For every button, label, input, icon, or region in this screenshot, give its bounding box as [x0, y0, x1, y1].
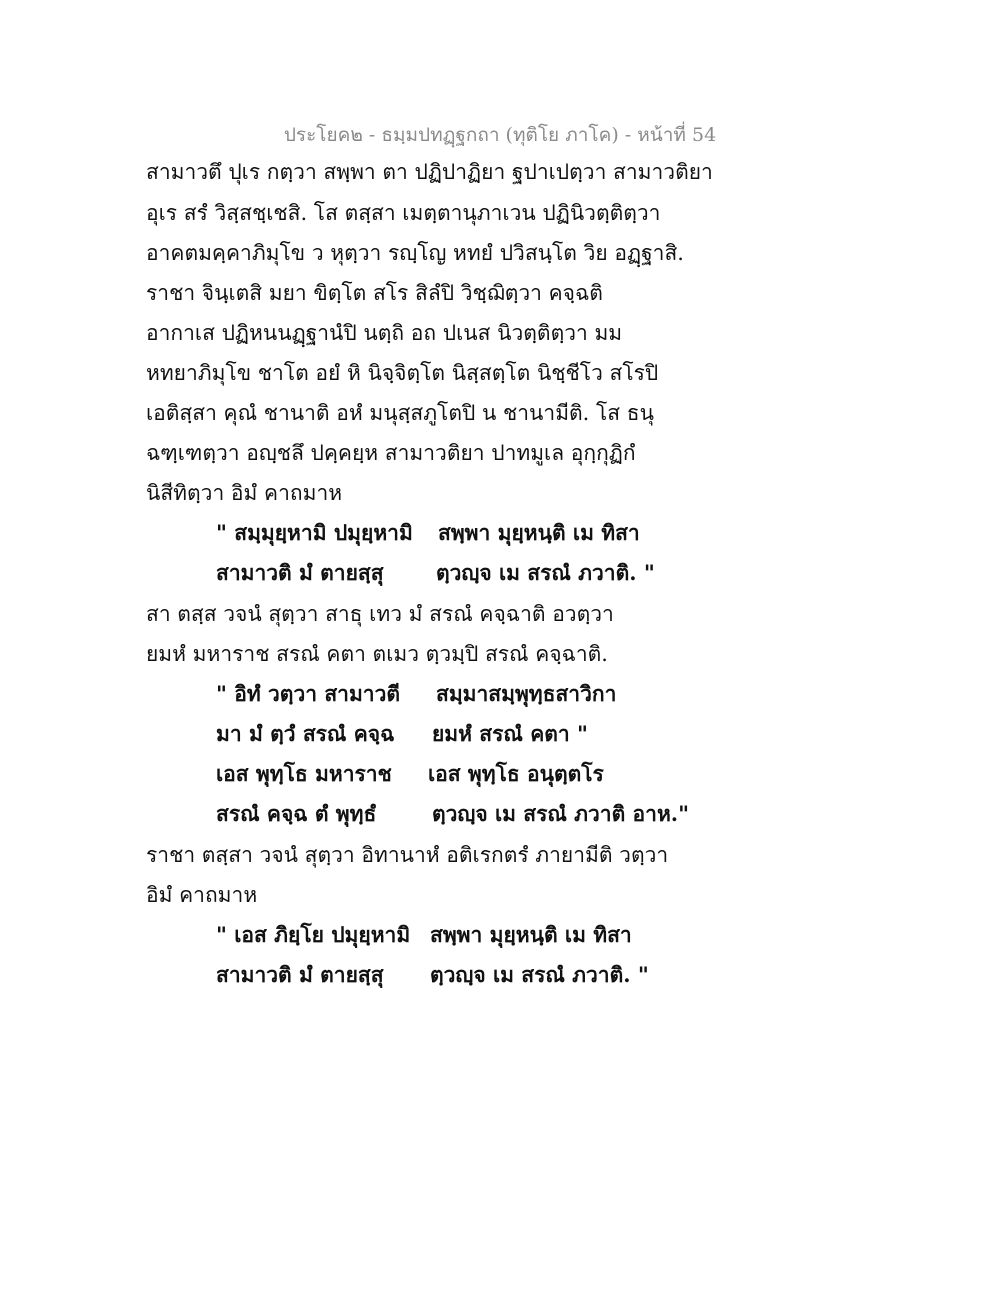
- verse-first-half: สามาวติ มํ ตายสฺสุ: [216, 962, 384, 987]
- verse-second-half: สพฺพา มุยฺหนฺติ เม ทิสา: [438, 520, 640, 545]
- verse-first-half: " เอส ภิยฺโย ปมุยฺหามิ: [216, 922, 411, 947]
- verse-first-half: " สมฺมุยฺหามิ ปมุยฺหามิ: [216, 520, 413, 545]
- paragraph-line: อิมํ คาถมาห: [146, 883, 258, 907]
- verse-first-half: สรณํ คจฺฉ ตํ พุทฺธํ: [216, 801, 377, 826]
- verse-first-half: สามาวติ มํ ตายสฺสุ: [216, 560, 384, 585]
- verse-second-half: ยมหํ สรณํ คตา ": [432, 721, 588, 746]
- paragraph-line: อุเร สรํ วิสฺสชฺเชสิ. โส ตสฺสา เมตฺตานุภาเวน ปฏินิวตฺติตฺวา: [146, 201, 661, 225]
- page-header: [0, 120, 1000, 150]
- paragraph-line: ราชา ตสฺสา วจนํ สุตฺวา อิทานาหํ อติเรกตรํ ภายามีติ วตฺวา: [146, 843, 669, 867]
- paragraph-line: สามาวตึ ปุเร กตฺวา สพฺพา ตา ปฏิปาฏิยา ฐปาเปตฺวา สามาวติยา: [146, 160, 713, 184]
- page-header-text: ประโยค๒ - ธมฺมปทฏฺฐกถา (ทุติโย ภาโค) - หน้าที่ 54: [283, 124, 717, 146]
- verse-first-half: มา มํ ตฺวํ สรณํ คจฺฉ: [216, 721, 395, 746]
- verse-second-half: เอส พุทฺโธ อนุตฺตโร: [428, 761, 604, 786]
- paragraph-line: สา ตสฺส วจนํ สุตฺวา สาธุ เทว มํ สรณํ คจฺฉาติ อวตฺวา: [146, 602, 614, 626]
- paragraph-line: อากาเส ปฏิหนนฏฺฐานํปิ นตฺถิ อถ ปเนส นิวตฺติตฺวา มม: [146, 321, 623, 345]
- verse-second-half: สพฺพา มุยฺหนฺติ เม ทิสา: [430, 922, 632, 947]
- verse-first-half: เอส พุทฺโธ มหาราช: [216, 761, 392, 786]
- paragraph-line: ฉฑฺเฑตฺวา อญฺชลึ ปคฺคยฺห สามาวติยา ปาทมูเล อุกฺกุฏิกํ: [146, 441, 636, 465]
- paragraph-line: อาคตมคฺคาภิมุโข ว หุตฺวา รญฺโญ หทยํ ปวิสนฺโต วิย อฏฺฐาสิ.: [146, 241, 684, 265]
- paragraph-line: นิสีทิตฺวา อิมํ คาถมาห: [146, 481, 343, 505]
- verse-first-half: " อิทํ วตฺวา สามาวตี: [216, 681, 401, 706]
- paragraph-line: หทยาภิมุโข ชาโต อยํ หิ นิจฺจิตฺโต นิสฺสตฺโต นิชฺชีโว สโรปิ: [146, 361, 659, 385]
- paragraph-line: ราชา จินฺเตสิ มยา ขิตฺโต สโร สิลํปิ วิชฺฌิตฺวา คจฺฉติ: [146, 281, 603, 305]
- verse-second-half: ตฺวญฺจ เม สรณํ ภวาติ อาห.": [432, 801, 690, 826]
- verse-second-half: ตฺวญฺจ เม สรณํ ภวาติ. ": [436, 560, 655, 585]
- paragraph-line: เอติสฺสา คุณํ ชานาติ อหํ มนุสฺสภูโตปิ น ชานามีติ. โส ธนุ: [146, 401, 654, 425]
- verse-second-half: สมฺมาสมฺพุทฺธสาวิกา: [436, 681, 617, 706]
- paragraph-line: ยมหํ มหาราช สรณํ คตา ตเมว ตฺวมฺปิ สรณํ คจฺฉาติ.: [146, 642, 608, 666]
- verse-second-half: ตฺวญฺจ เม สรณํ ภวาติ. ": [430, 962, 649, 987]
